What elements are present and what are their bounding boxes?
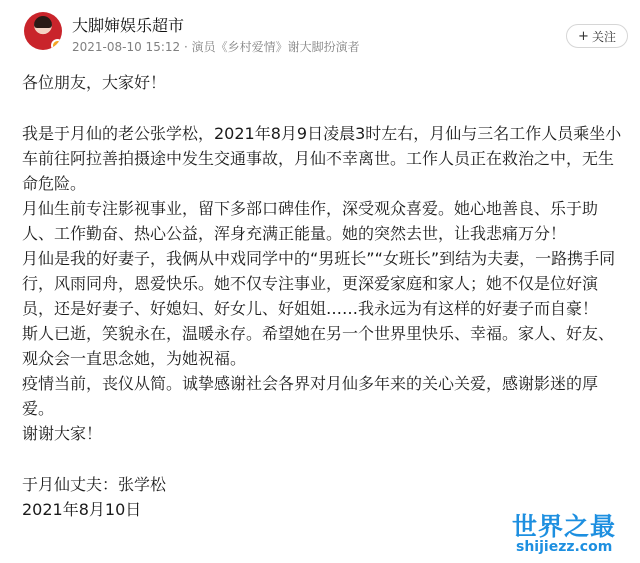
paragraph-4: 斯人已逝，笑貌永在，温暖永存。希望她在另一个世界里快乐、幸福。家人、好友、观众会一直思念她，为她祝福。 <box>22 324 615 368</box>
post-body <box>22 70 626 522</box>
avatar-hair <box>34 16 52 28</box>
post-date: 2021年8月10日 <box>22 500 142 519</box>
paragraph-6: 谢谢大家！ <box>22 424 103 443</box>
verified-badge-icon <box>51 39 62 50</box>
paragraph-1: 我是于月仙的老公张学松，2021年8月9日凌晨3时左右，月仙与三名工作人员乘坐小车前往阿拉善拍摄途中发生交通事故，月仙不幸离世。工作人员正在救治之中，无生命危险。 <box>22 124 622 193</box>
greeting: 各位朋友，大家好！ <box>22 73 167 92</box>
paragraph-3: 月仙是我的好妻子，我俩从中戏同学中的“男班长”“女班长”到结为夫妻，一路携手同行，风雨同舟，恩爱快乐。她不仅专注事业，更深爱家庭和家人；她不仅是位好演员，还是好妻子、好媳妇、好女儿、好姐姐……我永远为有这样的好妻子而自豪！ <box>22 249 616 318</box>
watermark-logo <box>512 507 636 557</box>
follow-button[interactable] <box>566 24 628 48</box>
plus-icon: + <box>578 28 589 44</box>
post-meta: 2021-08-10 15:12 · 演员《乡村爱情》谢大脚扮演者 <box>72 40 360 54</box>
paragraph-gap <box>22 446 626 472</box>
paragraph-2: 月仙生前专注影视事业，留下多部口碑佳作，深受观众喜爱。她心地善良、乐于助人、工作勤奋、热心公益，浑身充满正能量。她的突然去世，让我悲痛万分！ <box>22 199 599 243</box>
paragraph-gap <box>22 95 626 121</box>
watermark-title: 世界之最 <box>512 512 617 541</box>
paragraph-5: 疫情当前，丧仪从简。诚挚感谢社会各界对月仙多年来的关心关爱，感谢影迷的厚爱。 <box>22 374 599 418</box>
author-name[interactable]: 大脚婶娱乐超市 <box>72 16 185 35</box>
post-header <box>0 0 640 60</box>
signature: 于月仙丈夫：张学松 <box>22 475 167 494</box>
avatar[interactable] <box>24 12 62 50</box>
watermark-url: shijiezz.com <box>516 539 613 555</box>
follow-label: 关注 <box>591 29 616 44</box>
